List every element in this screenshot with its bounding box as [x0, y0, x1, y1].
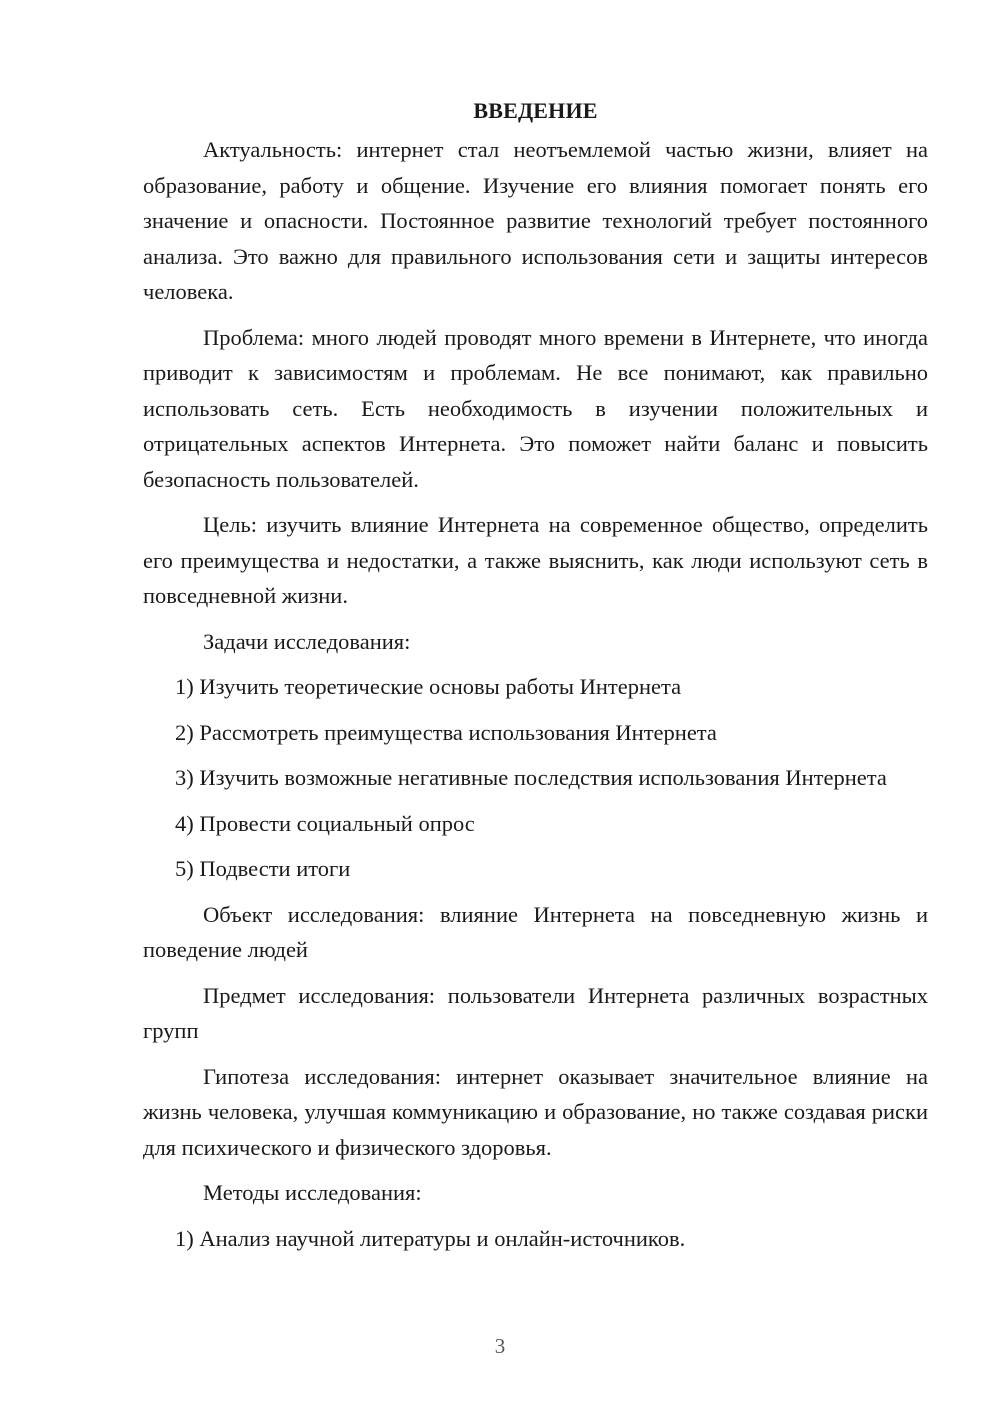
subject-paragraph: Предмет исследования: пользователи Интернета различных возрастных групп	[143, 982, 928, 1043]
relevance-paragraph: Актуальность: интернет стал неотъемлемой частью жизни, влияет на образование, работу и общение. Изучение его влияния помогает понять его значение и опасности. Постоянное развитие технологий требует постоянного анализа. Это важно для правильного использования сети и защиты интересов человека.	[143, 137, 928, 304]
task-item: 1) Изучить теоретические основы работы Интернета	[175, 674, 682, 699]
page-content	[143, 96, 928, 1266]
object-paragraph: Объект исследования: влияние Интернета на повседневную жизнь и поведение людей	[143, 901, 928, 962]
hypothesis-paragraph: Гипотеза исследования: интернет оказывает значительное влияние на жизнь человека, улучшая коммуникацию и образование, но также создавая риски для психического и физического здоровья.	[143, 1063, 928, 1160]
methods-heading: Методы исследования:	[203, 1180, 422, 1205]
task-item: 3) Изучить возможные негативные последствия использования Интернета	[175, 765, 887, 790]
problem-paragraph: Проблема: много людей проводят много времени в Интернете, что иногда приводит к зависимостям и проблемам. Не все понимают, как правильно использовать сеть. Есть необходимость в изучении положительных и отрицательных аспектов Интернета. Это поможет найти баланс и повысить безопасность пользователей.	[143, 324, 928, 492]
page-number: 3	[494, 1334, 506, 1358]
task-item: 2) Рассмотреть преимущества использования Интернета	[175, 719, 717, 745]
task-item: 4) Провести социальный опрос	[175, 810, 475, 836]
goal-paragraph: Цель: изучить влияние Интернета на современное общество, определить его преимущества и недостатки, а также выяснить, как люди используют сеть в повседневной жизни.	[143, 512, 928, 608]
method-item: 1) Анализ научной литературы и онлайн-источников.	[175, 1225, 686, 1251]
tasks-heading: Задачи исследования:	[203, 628, 411, 654]
page-title: ВВЕДЕНИЕ	[473, 98, 598, 123]
task-item: 5) Подвести итоги	[175, 856, 351, 881]
